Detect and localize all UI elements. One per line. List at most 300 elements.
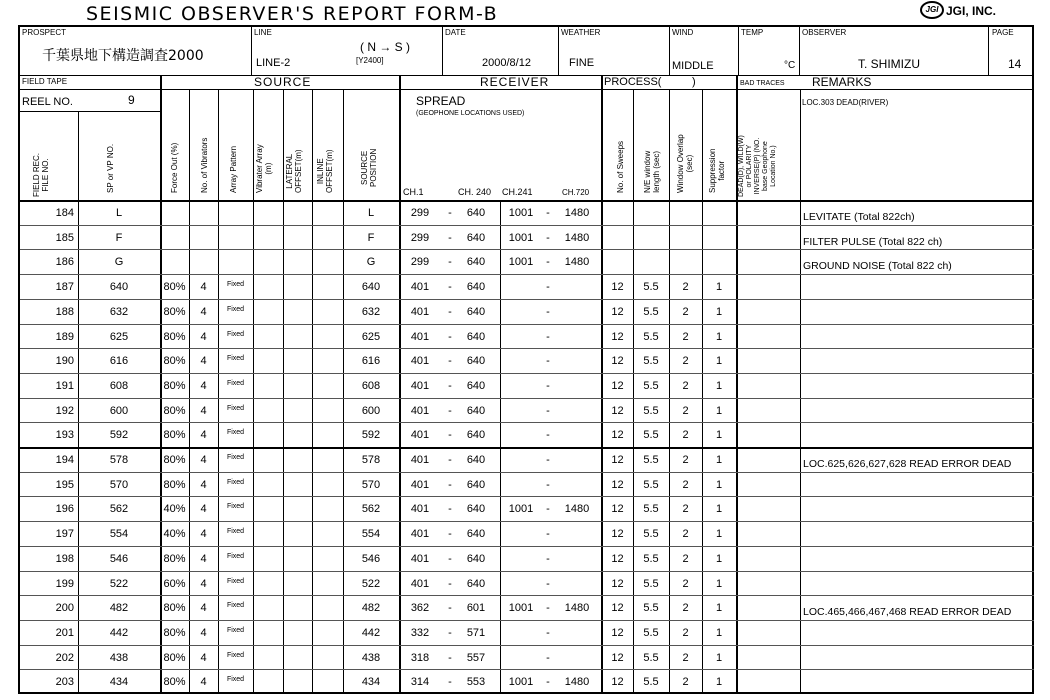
cell-a2: 640	[466, 454, 486, 466]
cell-a1: 401	[410, 281, 430, 294]
cell-array: Fixed	[226, 626, 245, 634]
cell-a2: 640	[466, 577, 486, 590]
cell-vib: 4	[200, 478, 207, 491]
cell-vib: 4	[200, 602, 207, 615]
cell-sw: 12	[611, 379, 624, 392]
cell-sw: 12	[611, 478, 624, 491]
cell-b2: 1480	[564, 231, 590, 244]
cell-sw: 12	[611, 330, 624, 343]
jgi-logo-icon: JGI	[920, 1, 944, 19]
cell-file: 192	[55, 404, 74, 417]
cell-force: 40%	[163, 503, 186, 516]
page-value: 14	[1008, 57, 1022, 71]
cell-vib: 4	[200, 454, 207, 466]
col-array-pattern: Array Pattern	[229, 145, 238, 193]
cell-pos: 600	[361, 404, 381, 417]
range-dash: -	[448, 231, 452, 244]
cell-a1: 401	[410, 330, 430, 343]
cell-sw: 12	[611, 602, 624, 615]
cell-ne: 5.5	[643, 281, 659, 294]
cell-file: 203	[55, 676, 74, 689]
cell-sw: 12	[611, 577, 624, 590]
cell-a1: 401	[410, 478, 430, 491]
cell-file: 184	[55, 207, 74, 219]
cell-wo: 2	[682, 305, 689, 318]
range-dash: -	[546, 231, 550, 244]
cell-a1: 401	[410, 528, 430, 541]
cell-pos: 522	[361, 577, 381, 590]
cell-pos: 625	[361, 330, 381, 343]
cell-pos: 554	[361, 528, 381, 541]
cell-force: 80%	[163, 552, 186, 565]
range-dash: -	[448, 602, 452, 615]
process-section-label: PROCESS( )	[604, 76, 696, 88]
cell-force: 80%	[163, 355, 186, 368]
receiver-section-label: RECEIVER	[480, 75, 550, 89]
range-dash: -	[546, 281, 550, 294]
range-dash: -	[448, 528, 452, 541]
col-inline-offset: INLINE OFFSET(m)	[316, 149, 334, 193]
col-force-out: Force Out (%)	[170, 142, 179, 193]
spread-sublabel: (GEOPHONE LOCATIONS USED)	[416, 110, 525, 117]
cell-b1: 1001	[508, 602, 534, 615]
cell-sw: 12	[611, 404, 624, 417]
cell-file: 200	[55, 602, 74, 615]
cell-file: 186	[55, 256, 74, 269]
cell-force: 80%	[163, 379, 186, 392]
cell-wo: 2	[682, 355, 689, 368]
range-dash: -	[448, 429, 452, 442]
range-dash: -	[546, 478, 550, 491]
cell-array: Fixed	[226, 330, 245, 338]
cell-pos: G	[366, 256, 376, 269]
cell-vib: 4	[200, 281, 207, 294]
wind-label: WIND	[672, 28, 694, 37]
cell-force: 80%	[163, 281, 186, 294]
cell-array: Fixed	[226, 676, 245, 684]
cell-a2: 640	[466, 231, 486, 244]
cell-force: 80%	[163, 602, 186, 615]
cell-sp: 546	[109, 552, 129, 565]
cell-a2: 640	[466, 478, 486, 491]
cell-sw: 12	[611, 454, 624, 466]
col-sp-vp: SP or VP NO.	[106, 143, 115, 193]
source-section-label: SOURCE	[254, 75, 312, 89]
cell-pos: 640	[361, 281, 381, 294]
cell-a2: 640	[466, 330, 486, 343]
cell-a1: 401	[410, 429, 430, 442]
cell-ne: 5.5	[643, 503, 659, 516]
cell-ne: 5.5	[643, 552, 659, 565]
cell-array: Fixed	[226, 552, 245, 560]
cell-sp: 625	[109, 330, 129, 343]
cell-a2: 640	[466, 207, 486, 219]
cell-file: 201	[55, 626, 74, 639]
cell-file: 202	[55, 651, 74, 664]
remarks-label: REMARKS	[812, 75, 872, 89]
cell-sp: 442	[109, 626, 129, 639]
range-dash: -	[448, 454, 452, 466]
cell-a2: 640	[466, 503, 486, 516]
cell-file: 196	[55, 503, 74, 516]
weather-label: WEATHER	[561, 28, 601, 37]
cell-vib: 4	[200, 305, 207, 318]
cell-force: 80%	[163, 651, 186, 664]
cell-sp: F	[115, 231, 123, 244]
loc-note: LOC.303 DEAD(RIVER)	[802, 98, 889, 107]
cell-sw: 12	[611, 503, 624, 516]
cell-a1: 299	[410, 256, 430, 269]
cell-array: Fixed	[226, 503, 245, 511]
prospect-label: PROSPECT	[22, 28, 67, 37]
cell-vib: 4	[200, 330, 207, 343]
cell-sp: 592	[109, 429, 129, 442]
col-window-overlap: Window Overlap (sec)	[676, 134, 694, 193]
range-dash: -	[448, 256, 452, 269]
cell-sf: 1	[715, 651, 723, 664]
cell-wo: 2	[682, 552, 689, 565]
company-name: JGI, INC.	[946, 4, 997, 18]
range-dash: -	[448, 478, 452, 491]
range-dash: -	[546, 256, 550, 269]
date-label: DATE	[445, 28, 466, 37]
cell-a2: 640	[466, 355, 486, 368]
wind-value: MIDDLE	[672, 60, 714, 72]
range-dash: -	[546, 552, 550, 565]
cell-array: Fixed	[226, 404, 245, 412]
cell-pos: 608	[361, 379, 381, 392]
cell-array: Fixed	[226, 379, 245, 387]
cell-file: 194	[55, 454, 74, 466]
cell-a2: 640	[466, 404, 486, 417]
col-field-rec: FIELD REC. FILE NO.	[32, 152, 50, 197]
date-value: 2000/8/12	[482, 57, 531, 69]
cell-pos: 442	[361, 626, 381, 639]
range-dash: -	[448, 577, 452, 590]
cell-wo: 2	[682, 478, 689, 491]
line-code: [Y2400]	[356, 56, 384, 65]
range-dash: -	[546, 528, 550, 541]
cell-force: 80%	[163, 330, 186, 343]
col-ch240: CH. 240	[458, 187, 492, 197]
cell-ne: 5.5	[643, 651, 659, 664]
cell-force: 60%	[163, 577, 186, 590]
cell-a1: 299	[410, 207, 430, 219]
range-dash: -	[448, 404, 452, 417]
cell-a1: 401	[410, 552, 430, 565]
cell-b2: 1480	[564, 676, 590, 689]
cell-file: 189	[55, 330, 74, 343]
range-dash: -	[448, 305, 452, 318]
cell-sp: 616	[109, 355, 129, 368]
cell-sf: 1	[715, 305, 723, 318]
cell-sw: 12	[611, 552, 624, 565]
cell-vib: 4	[200, 552, 207, 565]
cell-ne: 5.5	[643, 478, 659, 491]
cell-array: Fixed	[226, 454, 245, 461]
cell-wo: 2	[682, 503, 689, 516]
cell-b1: 1001	[508, 231, 534, 244]
range-dash: -	[546, 429, 550, 442]
remark-text: FILTER PULSE (Total 822 ch)	[803, 235, 943, 248]
cell-a1: 401	[410, 577, 430, 590]
cell-sw: 12	[611, 651, 624, 664]
cell-sf: 1	[715, 676, 723, 689]
cell-pos: 632	[361, 305, 381, 318]
cell-a2: 640	[466, 379, 486, 392]
cell-a1: 318	[410, 651, 430, 664]
cell-wo: 2	[682, 528, 689, 541]
remark-text: LEVITATE (Total 822ch)	[803, 211, 915, 223]
cell-file: 197	[55, 528, 74, 541]
cell-sp: 482	[109, 602, 129, 615]
cell-sw: 12	[611, 305, 624, 318]
cell-sw: 12	[611, 528, 624, 541]
cell-ne: 5.5	[643, 577, 659, 590]
cell-file: 198	[55, 552, 74, 565]
cell-wo: 2	[682, 404, 689, 417]
observer-label: OBSERVER	[802, 28, 847, 37]
cell-sp: 438	[109, 651, 129, 664]
cell-wo: 2	[682, 577, 689, 590]
cell-sf: 1	[715, 503, 723, 516]
col-no-vibrators: No. of Vibrators	[200, 137, 209, 193]
report-form	[18, 25, 1034, 694]
cell-sf: 1	[715, 552, 723, 565]
cell-array: Fixed	[226, 355, 245, 363]
cell-force: 80%	[163, 454, 186, 466]
cell-sf: 1	[715, 404, 723, 417]
cell-pos: L	[367, 207, 375, 219]
range-dash: -	[448, 281, 452, 294]
range-dash: -	[546, 651, 550, 664]
cell-ne: 5.5	[643, 454, 659, 466]
cell-a1: 362	[410, 602, 430, 615]
cell-pos: 434	[361, 676, 381, 689]
cell-file: 190	[55, 355, 74, 368]
field-tape-label: FIELD TAPE	[22, 77, 68, 86]
cell-file: 191	[55, 379, 74, 392]
range-dash: -	[448, 651, 452, 664]
range-dash: -	[546, 454, 550, 466]
cell-sf: 1	[715, 454, 723, 466]
cell-wo: 2	[682, 281, 689, 294]
cell-pos: F	[367, 231, 375, 244]
page-label: PAGE	[992, 28, 1014, 37]
cell-a2: 571	[466, 626, 486, 639]
cell-force: 80%	[163, 305, 186, 318]
cell-wo: 2	[682, 651, 689, 664]
cell-array: Fixed	[226, 305, 245, 313]
range-dash: -	[546, 379, 550, 392]
cell-vib: 4	[200, 626, 207, 639]
bad-traces-label: BAD TRACES	[740, 80, 785, 87]
cell-pos: 482	[361, 602, 381, 615]
cell-array: Fixed	[226, 429, 245, 437]
cell-a1: 401	[410, 454, 430, 466]
cell-ne: 5.5	[643, 429, 659, 442]
cell-pos: 578	[361, 454, 381, 466]
cell-sw: 12	[611, 281, 624, 294]
cell-sp: 578	[109, 454, 129, 466]
cell-a1: 401	[410, 305, 430, 318]
cell-a2: 553	[466, 676, 486, 689]
cell-b1: 1001	[508, 207, 534, 219]
range-dash: -	[546, 676, 550, 689]
cell-array: Fixed	[226, 528, 245, 536]
temp-unit: °C	[784, 60, 796, 71]
cell-array: Fixed	[226, 478, 245, 486]
range-dash: -	[546, 404, 550, 417]
range-dash: -	[448, 379, 452, 392]
cell-ne: 5.5	[643, 626, 659, 639]
cell-force: 80%	[163, 404, 186, 417]
cell-pos: 570	[361, 478, 381, 491]
cell-vib: 4	[200, 577, 207, 590]
cell-force: 80%	[163, 478, 186, 491]
cell-vib: 4	[200, 429, 207, 442]
cell-force: 80%	[163, 676, 186, 689]
cell-vib: 4	[200, 676, 207, 689]
cell-b1: 1001	[508, 256, 534, 269]
cell-array: Fixed	[226, 281, 245, 289]
cell-b2: 1480	[564, 503, 590, 516]
reel-value: 9	[128, 93, 135, 107]
cell-a2: 640	[466, 429, 486, 442]
cell-pos: 592	[361, 429, 381, 442]
cell-sf: 1	[715, 355, 723, 368]
range-dash: -	[546, 503, 550, 516]
cell-file: 199	[55, 577, 74, 590]
cell-a2: 640	[466, 256, 486, 269]
cell-b1: 1001	[508, 503, 534, 516]
cell-wo: 2	[682, 379, 689, 392]
cell-array: Fixed	[226, 602, 245, 610]
cell-a2: 601	[466, 602, 486, 615]
cell-ne: 5.5	[643, 528, 659, 541]
cell-sp: 562	[109, 503, 129, 516]
range-dash: -	[546, 207, 550, 219]
cell-vib: 4	[200, 355, 207, 368]
cell-sw: 12	[611, 355, 624, 368]
cell-force: 40%	[163, 528, 186, 541]
cell-vib: 4	[200, 651, 207, 664]
cell-ne: 5.5	[643, 330, 659, 343]
cell-a1: 314	[410, 676, 430, 689]
range-dash: -	[546, 305, 550, 318]
weather-value: FINE	[569, 57, 595, 69]
col-ch720: CH.720	[562, 188, 590, 197]
cell-sf: 1	[715, 429, 723, 442]
line-direction: ( N → S )	[360, 40, 410, 54]
spread-label: SPREAD	[416, 94, 466, 108]
observer-value: T. SHIMIZU	[858, 57, 920, 71]
col-ch241: CH.241	[502, 187, 533, 197]
cell-sf: 1	[715, 602, 723, 615]
cell-sp: L	[115, 207, 123, 219]
cell-sf: 1	[715, 528, 723, 541]
cell-a1: 401	[410, 355, 430, 368]
col-vibrater-array: Vibrater Array (m)	[255, 144, 273, 193]
range-dash: -	[448, 330, 452, 343]
cell-a1: 299	[410, 231, 430, 244]
range-dash: -	[546, 577, 550, 590]
range-dash: -	[546, 602, 550, 615]
cell-sp: 522	[109, 577, 129, 590]
cell-vib: 4	[200, 503, 207, 516]
cell-sf: 1	[715, 577, 723, 590]
cell-a2: 557	[466, 651, 486, 664]
cell-array: Fixed	[226, 651, 245, 659]
cell-sf: 1	[715, 626, 723, 639]
company-logo	[920, 1, 1000, 21]
cell-b1: 1001	[508, 676, 534, 689]
range-dash: -	[546, 355, 550, 368]
cell-file: 185	[55, 231, 74, 244]
col-bad-traces-detail: DEAD(D), WILD(W) or POLARITY INVERSE(P) (NO. base Geophone Location No.)	[738, 135, 777, 197]
range-dash: -	[546, 626, 550, 639]
col-ch1: CH.1	[403, 187, 424, 197]
cell-sp: 434	[109, 676, 129, 689]
reel-label: REEL NO.	[22, 96, 73, 108]
cell-ne: 5.5	[643, 355, 659, 368]
cell-array: Fixed	[226, 577, 245, 585]
line-value: LINE-2	[256, 57, 291, 69]
range-dash: -	[448, 626, 452, 639]
cell-ne: 5.5	[643, 676, 659, 689]
range-dash: -	[448, 355, 452, 368]
cell-sp: G	[114, 256, 124, 269]
cell-sw: 12	[611, 626, 624, 639]
cell-ne: 5.5	[643, 602, 659, 615]
cell-ne: 5.5	[643, 404, 659, 417]
cell-sp: 554	[109, 528, 129, 541]
cell-pos: 546	[361, 552, 381, 565]
cell-file: 188	[55, 305, 74, 318]
line-label: LINE	[254, 28, 272, 37]
cell-wo: 2	[682, 602, 689, 615]
cell-force: 80%	[163, 626, 186, 639]
cell-wo: 2	[682, 626, 689, 639]
col-suppression: Suppression factor	[708, 148, 726, 193]
cell-ne: 5.5	[643, 379, 659, 392]
cell-a1: 401	[410, 503, 430, 516]
cell-vib: 4	[200, 379, 207, 392]
cell-b2: 1480	[564, 207, 590, 219]
cell-pos: 438	[361, 651, 381, 664]
cell-sp: 640	[109, 281, 129, 294]
cell-wo: 2	[682, 429, 689, 442]
cell-a2: 640	[466, 305, 486, 318]
col-lateral-offset: LATERAL OFFSET(m)	[285, 149, 303, 193]
range-dash: -	[448, 676, 452, 689]
cell-wo: 2	[682, 330, 689, 343]
cell-wo: 2	[682, 676, 689, 689]
col-ne-window: N/E window length (sec)	[643, 150, 661, 193]
range-dash: -	[448, 552, 452, 565]
cell-wo: 2	[682, 454, 689, 466]
cell-pos: 562	[361, 503, 381, 516]
cell-vib: 4	[200, 528, 207, 541]
col-no-sweeps: No. of Sweeps	[616, 140, 625, 193]
cell-a1: 401	[410, 404, 430, 417]
range-dash: -	[448, 207, 452, 219]
remark-text: LOC.625,626,627,628 READ ERROR DEAD	[803, 458, 1012, 470]
cell-sf: 1	[715, 330, 723, 343]
cell-sf: 1	[715, 478, 723, 491]
cell-a1: 401	[410, 379, 430, 392]
cell-b2: 1480	[564, 256, 590, 269]
